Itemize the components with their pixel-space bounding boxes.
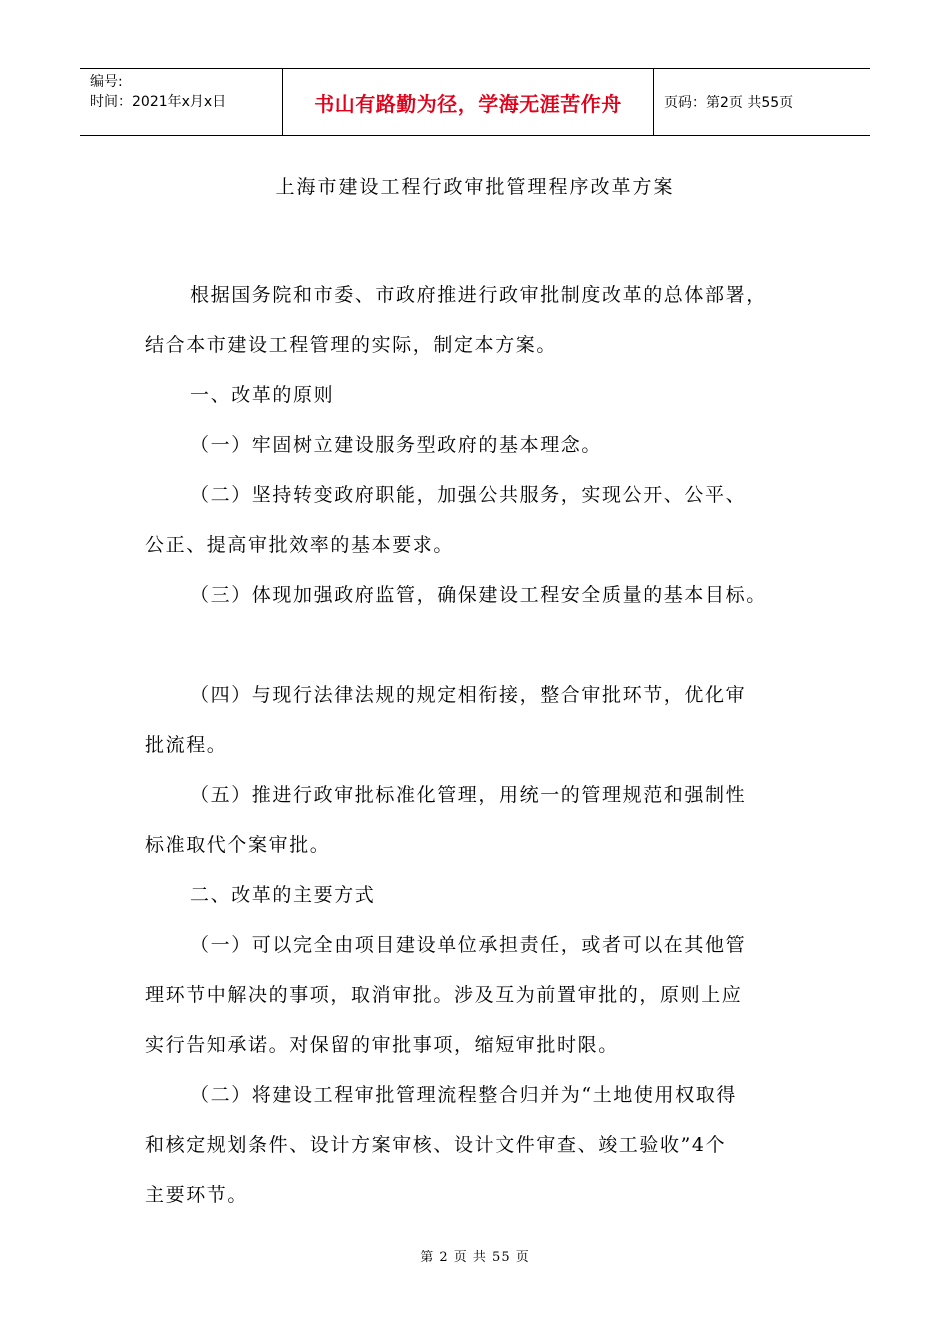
time-label: 时间：2021年x月x日 <box>90 94 227 110</box>
paragraph-line: （五）推进行政审批标准化管理，用统一的管理规范和强制性 <box>190 784 747 806</box>
paragraph-line: 主要环节。 <box>145 1184 249 1206</box>
section-heading: 一、改革的原则 <box>190 384 335 406</box>
paragraph-line: （一）牢固树立建设服务型政府的基本理念。 <box>190 434 603 456</box>
paragraph-line: 和核定规划条件、设计方案审核、设计文件审查、竣工验收”4个 <box>145 1134 727 1156</box>
paragraph-gap <box>145 620 805 670</box>
paragraph-line: （二）坚持转变政府职能，加强公共服务，实现公开、公平、 <box>190 484 747 506</box>
paragraph-line: （一）可以完全由项目建设单位承担责任，或者可以在其他管 <box>190 934 747 956</box>
paragraph-line: 实行告知承诺。对保留的审批事项，缩短审批时限。 <box>145 1034 619 1056</box>
document-body <box>145 270 805 1220</box>
paragraph-line: 标准取代个案审批。 <box>145 834 331 856</box>
paragraph-line: （三）体现加强政府监管，确保建设工程安全质量的基本目标。 <box>190 584 767 606</box>
page-number-label: 页码：第2页 共55页 <box>664 95 794 111</box>
page-footer: 第 2 页 共 55 页 <box>420 1250 530 1265</box>
paragraph-line: 结合本市建设工程管理的实际，制定本方案。 <box>145 334 558 356</box>
section-heading: 二、改革的主要方式 <box>190 884 376 906</box>
page-header <box>80 68 870 136</box>
paragraph-line: （二）将建设工程审批管理流程整合归并为“土地使用权取得 <box>190 1084 737 1106</box>
paragraph-line: 理环节中解决的事项，取消审批。涉及互为前置审批的，原则上应 <box>145 984 743 1006</box>
header-meta <box>80 69 282 135</box>
motto-text: 书山有路勤为径，学海无涯苦作舟 <box>314 91 622 116</box>
paragraph-line: 批流程。 <box>145 734 228 756</box>
paragraph-line: 根据国务院和市委、市政府推进行政审批制度改革的总体部署， <box>190 284 767 306</box>
header-motto-cell <box>282 69 654 135</box>
document-title: 上海市建设工程行政审批管理程序改革方案 <box>275 176 675 198</box>
number-label: 编号: <box>90 74 123 90</box>
paragraph-line: （四）与现行法律法规的规定相衔接，整合审批环节，优化审 <box>190 684 747 706</box>
paragraph-line: 公正、提高审批效率的基本要求。 <box>145 534 455 556</box>
header-page-cell <box>654 69 870 135</box>
